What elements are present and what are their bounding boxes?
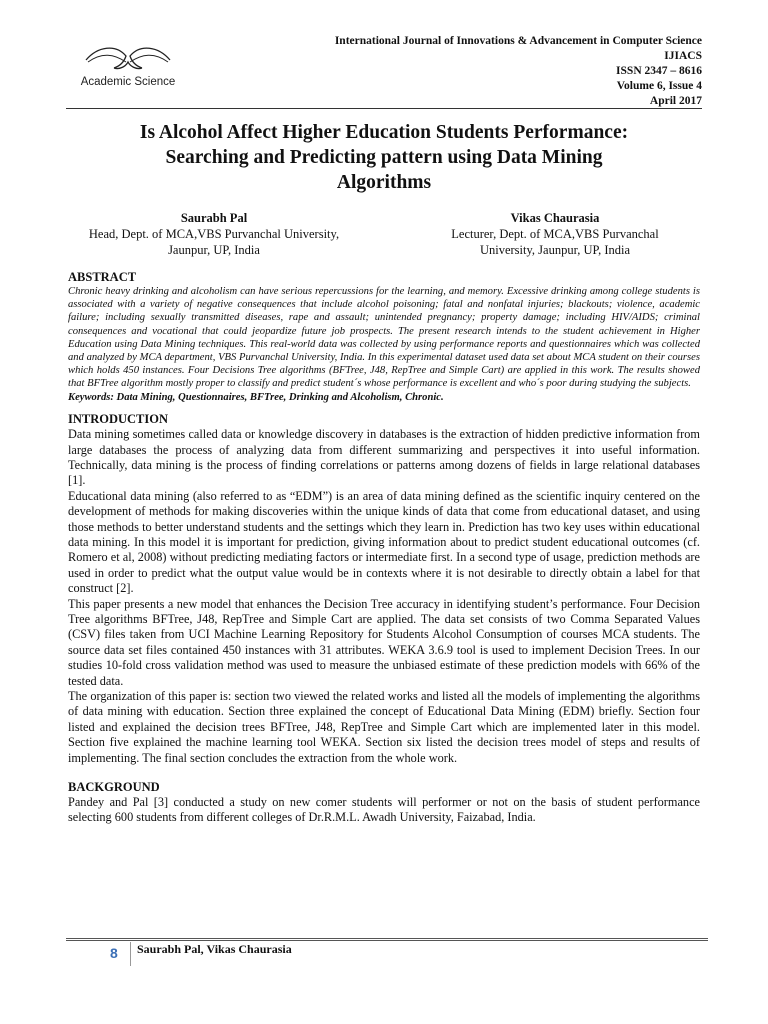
author-block	[66, 210, 362, 258]
journal-info	[335, 34, 702, 109]
journal-date: April 2017	[649, 95, 702, 107]
title-line: Algorithms	[336, 172, 432, 193]
footer-separator	[130, 942, 131, 966]
footer-authors: Saurabh Pal, Vikas Chaurasia	[137, 942, 292, 956]
title-line: Is Alcohol Affect Higher Education Students Performance:	[139, 122, 629, 143]
abstract-text: Chronic heavy drinking and alcoholism can have serious repercussions for the learning, and memory. Excessive drinking among college students is associated with a variety of negative consequences that include alcohol poisoning; fatal and nonfatal injuries; blackouts; violence, academic failure; including sexually transmitted diseases, rape and assault; unintended pregnancy; property damage; including HIV/AIDS; criminal consequences and vocational that could jeopardize future job prospects. The present research intends to the student achievement in Higher Education using Data Mining techniques. This real-world data was collected by using performance reports and questionnaires which was collected and analyzed by MCA department, VBS Purvanchal University, India. In this experimental dataset used data set about MCA student on their courses which holds 450 instances. Four Decisions Tree algorithms (BFTree, J48, RepTree and Simple Cart) are applied in this work. The results showed that BFTree algorithm mostly proper to classify and predict student´s whose performance is excellent and who´s poor during studying the subjects.	[68, 286, 700, 390]
journal-abbrev: IJIACS	[664, 50, 702, 62]
author-name: Saurabh Pal	[180, 211, 248, 225]
author-affiliation: Head, Dept. of MCA,VBS Purvanchal University,	[88, 227, 340, 241]
paper-body	[68, 270, 700, 826]
paragraph: This paper presents a new model that enhances the Decision Tree accuracy in identifying student’s performance. Four Decision Tree algorithms BFTree, J48, RepTree and Simple Cart are applied. The data set consists of two Comma Separated Values (CSV) files taken from UCI Machine Learning Repository for Students Alcohol Consumption of courses MCA students. The source data set files contained 450 instances with 31 attributes. WEKA 3.6.9 tool is used to implement Decision Trees. In our studies 10-fold cross validation method was used to measure the unbiased estimate of these prediction models with 66% of the tested data.	[68, 596, 700, 688]
title-line: Searching and Predicting pattern using Data Mining	[165, 147, 603, 168]
author-affiliation: University, Jaunpur, UP, India	[479, 243, 631, 257]
paragraph: Educational data mining (also referred to as “EDM”) is an area of data mining defined as the scientific inquiry centered on the development of methods for making discoveries within the unique kinds of data that come from educational dataset, and using those methods to better understand students and the settings which they learn in. Prediction has two key uses within educational data mining. In this model it is important for prediction, giving information about to predict student educational outcomes (cf. Romero et al, 2008) without predicting mediating factors or intermediate first. In a second type of usage, prediction methods are used in order to predict what the output value would be in contexts where it is not desirable to directly obtain a label for that construct [2].	[68, 488, 700, 596]
journal-issn: ISSN 2347 – 8616	[616, 65, 702, 77]
paragraph: Data mining sometimes called data or knowledge discovery in databases is the extraction of hidden predictive information from large databases the process of analyzing data from different summarizing and perspectives it into useful information. Technically, data mining is the process of finding correlations or patterns among dozens of fields in large relational databases [1].	[68, 427, 700, 488]
author-affiliation: Jaunpur, UP, India	[168, 243, 260, 257]
author-affiliation: Lecturer, Dept. of MCA,VBS Purvanchal	[451, 227, 659, 241]
author-name: Vikas Chaurasia	[510, 211, 600, 225]
keywords: Keywords: Data Mining, Questionnaires, BFTree, Drinking and Alcoholism, Chronic.	[68, 391, 444, 403]
header-divider	[66, 108, 702, 109]
author-block	[410, 210, 700, 258]
journal-volume: Volume 6, Issue 4	[616, 80, 702, 92]
abstract-heading: ABSTRACT	[68, 270, 137, 284]
background-heading: BACKGROUND	[68, 780, 160, 795]
paragraph: Pandey and Pal [3] conducted a study on new comer students will performer or not on the basis of student performance selecting 600 students from different colleges of Dr.R.M.L. Awadh University, Faizabad, India.	[68, 795, 700, 825]
academic-science-logo-icon	[68, 40, 188, 76]
paper-title	[60, 120, 708, 195]
logo-text: Academic Science	[80, 76, 176, 88]
introduction-heading: INTRODUCTION	[68, 412, 169, 427]
page-number: 8	[110, 945, 118, 961]
paragraph: The organization of this paper is: section two viewed the related works and listed all the models of implementing the algorithms of data mining with education. Section three explained the concept of Educational Data Mining (EDM) briefly. Section four listed and explained the decision trees BFTree, J48, RepTree and Simple Cart which are implemented later in this model. Section five explained the machine learning tool WEKA. Section six listed the decision trees model of steps and results of implementing. The final section concludes the extraction from the whole work.	[68, 689, 700, 765]
footer-divider	[66, 938, 708, 941]
journal-name: International Journal of Innovations & Advancement in Computer Science	[334, 35, 702, 47]
publisher-logo	[68, 40, 188, 96]
